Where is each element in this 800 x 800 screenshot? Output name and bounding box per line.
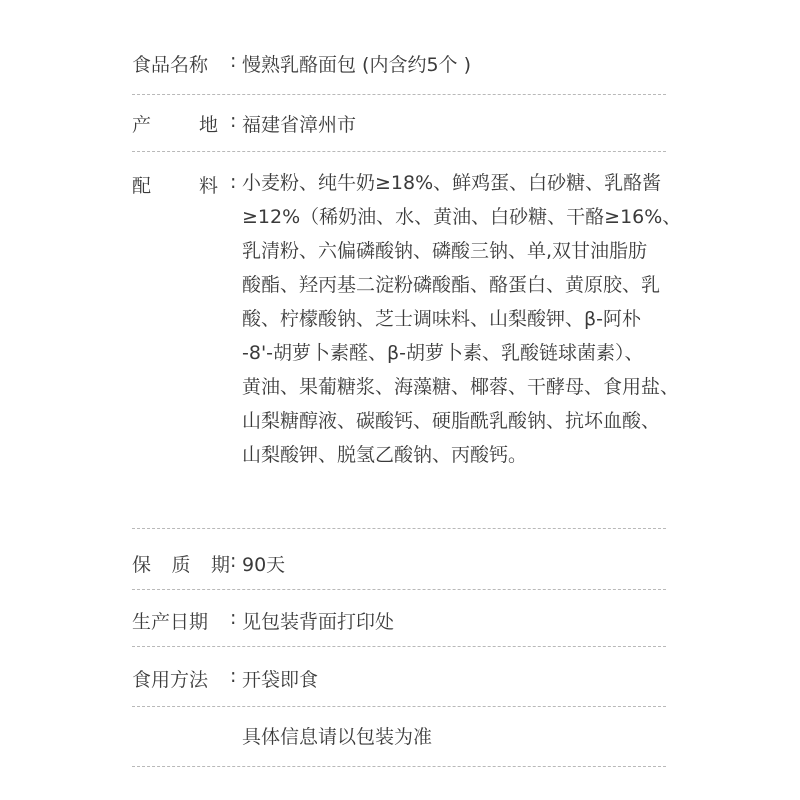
label-char: 地 <box>198 114 218 136</box>
colon: : <box>230 50 237 72</box>
ingredients-line: 山梨糖醇液、碳酸钙、硬脂酰乳酸钠、抗坏血酸、 <box>242 410 661 432</box>
ingredients-line: 酸、柠檬酸钠、芝士调味料、山梨酸钾、β-阿朴 <box>242 308 641 330</box>
colon: : <box>230 607 237 629</box>
ingredients-value <box>242 166 692 472</box>
divider <box>132 528 666 529</box>
production-date-value: 见包装背面打印处 <box>242 611 395 633</box>
usage-value: 开袋即食 <box>242 669 319 691</box>
ingredients-line: ≥12%（稀奶油、水、黄油、白砂糖、干酪≥16%、 <box>242 206 682 228</box>
label-char: 配 <box>132 175 152 197</box>
divider <box>132 646 666 647</box>
label-char: 料 <box>198 175 218 197</box>
label-char: 质 <box>171 554 191 576</box>
label-char: 保 <box>132 554 152 576</box>
usage-label: 食用方法 <box>132 669 209 691</box>
origin-label <box>132 110 218 137</box>
colon: : <box>230 550 237 572</box>
product-name-value: 慢熟乳酪面包 (内含约5个 ) <box>242 54 471 76</box>
ingredients-line: 小麦粉、纯牛奶≥18%、鲜鸡蛋、白砂糖、乳酪酱 <box>242 172 662 194</box>
ingredients-line: -8'-胡萝卜素醛、β-胡萝卜素、乳酸链球菌素）、 <box>242 342 644 364</box>
product-name-label: 食品名称 <box>132 54 209 76</box>
divider <box>132 94 666 95</box>
divider <box>132 151 666 152</box>
divider <box>132 766 666 767</box>
production-date-label: 生产日期 <box>132 611 209 633</box>
shelf-life-value: 90天 <box>242 554 286 576</box>
package-note: 具体信息请以包装为准 <box>242 726 433 748</box>
ingredients-line: 山梨酸钾、脱氢乙酸钠、丙酸钙。 <box>242 444 528 466</box>
origin-value: 福建省漳州市 <box>242 114 357 136</box>
colon: : <box>230 110 237 132</box>
label-char: 产 <box>132 114 152 136</box>
divider <box>132 706 666 707</box>
ingredients-line: 黄油、果葡糖浆、海藻糖、椰蓉、干酵母、食用盐、 <box>242 376 680 398</box>
ingredients-label <box>132 171 218 198</box>
ingredients-line: 乳清粉、六偏磷酸钠、磷酸三钠、单,双甘油脂肪 <box>242 240 648 262</box>
colon: : <box>230 665 237 687</box>
shelf-life-label <box>132 550 230 577</box>
ingredients-line: 酸酯、羟丙基二淀粉磷酸酯、酪蛋白、黄原胶、乳 <box>242 274 661 296</box>
label-char: 期 <box>210 554 230 576</box>
colon: : <box>230 171 237 193</box>
divider <box>132 589 666 590</box>
